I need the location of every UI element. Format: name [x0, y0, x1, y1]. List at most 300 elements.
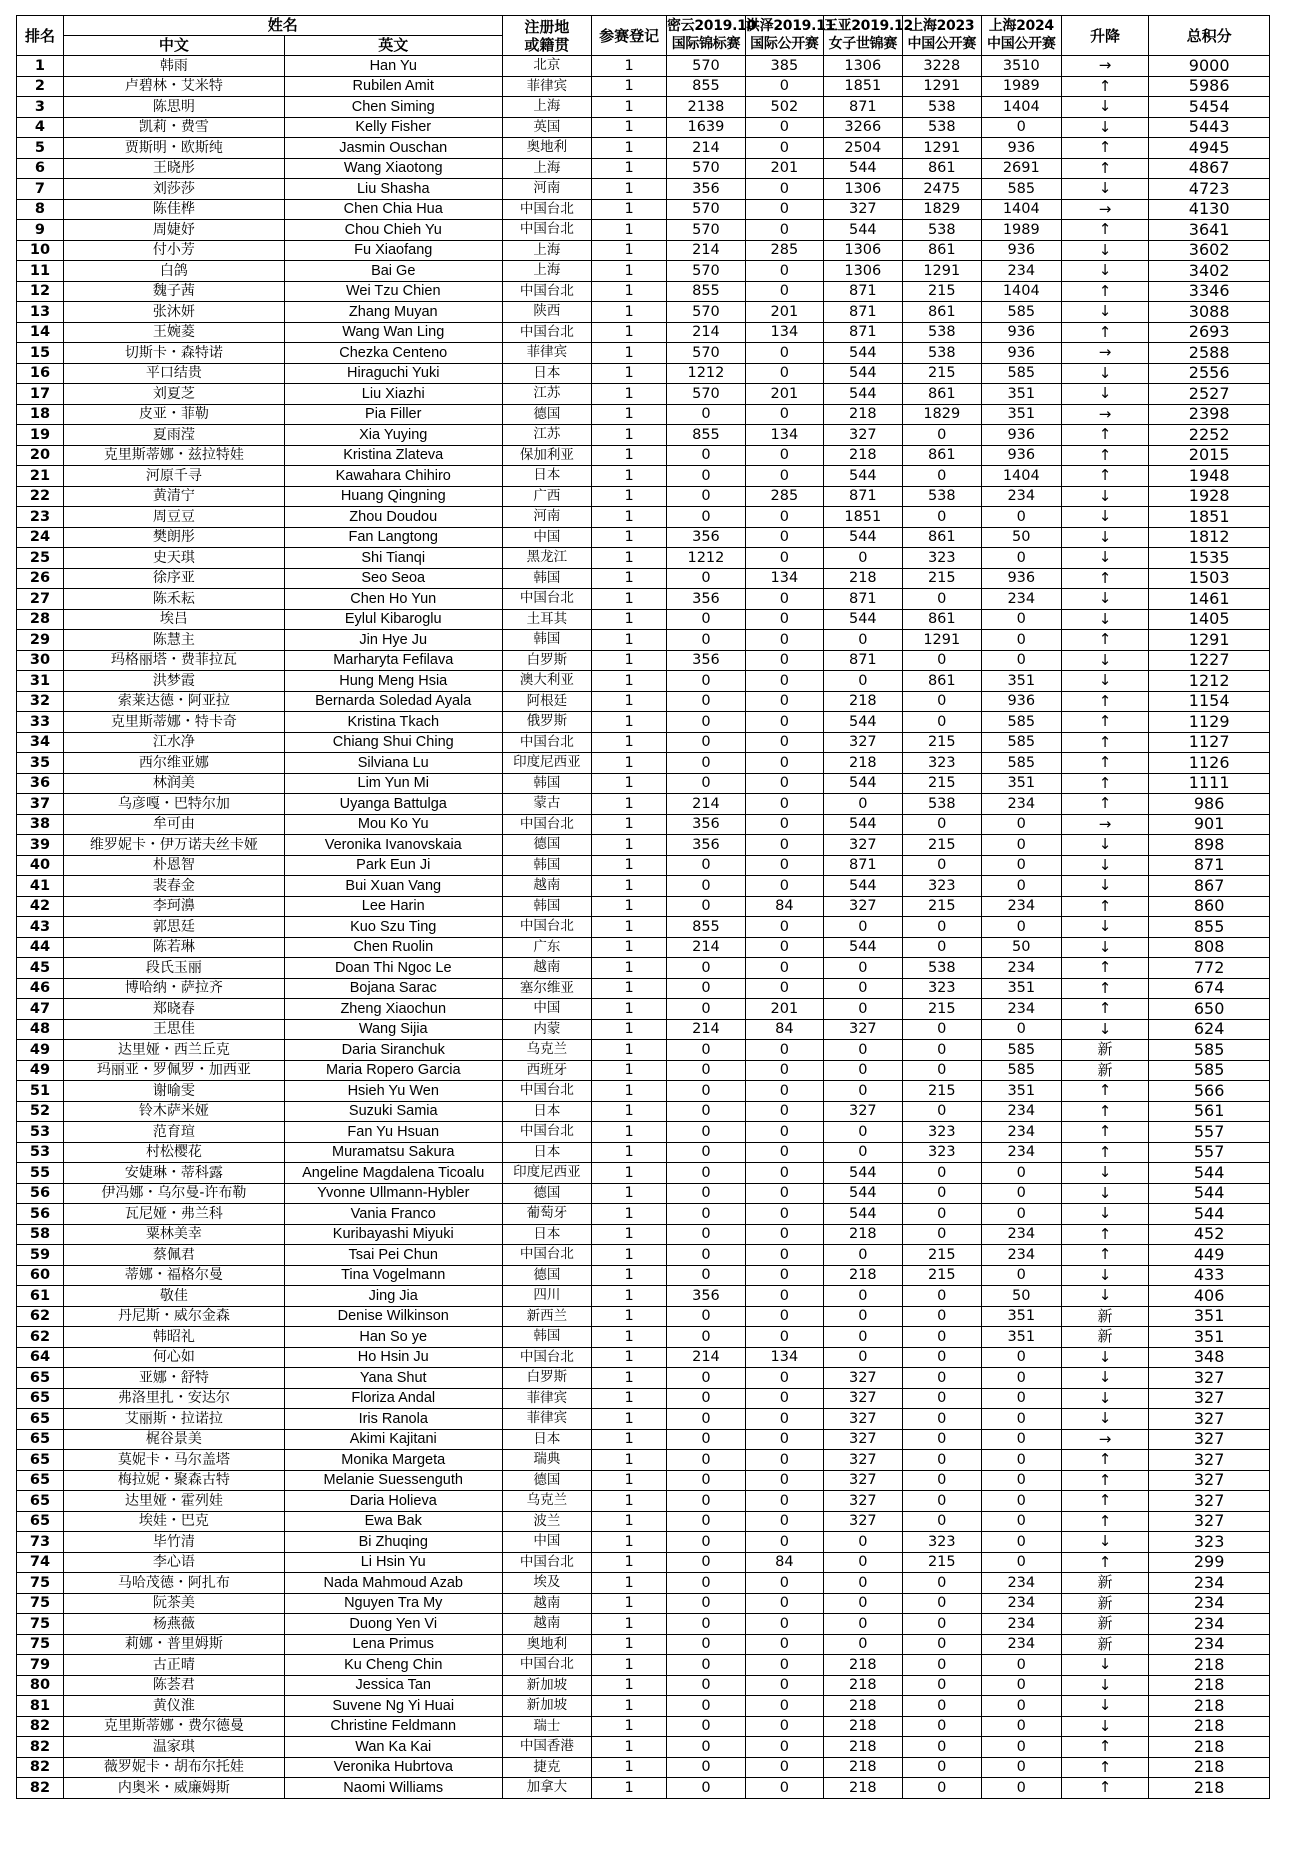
cell-rank: 2 [17, 76, 64, 97]
cell-name-english: Chou Chieh Yu [284, 220, 502, 241]
table-row [17, 732, 1270, 753]
cell-score-hongze: 285 [745, 240, 823, 261]
table-row [17, 1450, 1270, 1471]
cell-score-shanghai-2023: 0 [902, 1593, 981, 1614]
cell-total: 234 [1149, 1634, 1270, 1655]
cell-region: 黑龙江 [502, 548, 592, 569]
cell-trend: ↓ [1061, 1368, 1149, 1389]
table-row [17, 589, 1270, 610]
cell-score-miyun: 0 [666, 1204, 745, 1225]
cell-registration: 1 [592, 896, 667, 917]
cell-total: 327 [1149, 1368, 1270, 1389]
cell-score-hongze: 0 [745, 794, 823, 815]
cell-score-sanya: 218 [823, 1655, 902, 1676]
cell-score-shanghai-2023: 0 [902, 1737, 981, 1758]
cell-total: 218 [1149, 1675, 1270, 1696]
cell-score-hongze: 0 [745, 1757, 823, 1778]
cell-score-sanya: 0 [823, 999, 902, 1020]
cell-score-sanya: 871 [823, 486, 902, 507]
cell-rank: 52 [17, 1101, 64, 1122]
cell-total: 557 [1149, 1142, 1270, 1163]
cell-rank: 55 [17, 1163, 64, 1184]
cell-total: 544 [1149, 1163, 1270, 1184]
cell-score-shanghai-2023: 0 [902, 1306, 981, 1327]
cell-score-sanya: 1306 [823, 261, 902, 282]
cell-score-sanya: 0 [823, 1532, 902, 1553]
cell-trend: ↑ [1061, 794, 1149, 815]
cell-score-shanghai-2024: 0 [981, 1552, 1061, 1573]
cell-score-miyun: 214 [666, 794, 745, 815]
cell-region: 菲律宾 [502, 1409, 592, 1430]
table-row [17, 486, 1270, 507]
cell-total: 585 [1149, 1040, 1270, 1061]
cell-score-miyun: 0 [666, 1634, 745, 1655]
cell-score-shanghai-2023: 215 [902, 363, 981, 384]
cell-trend: ↓ [1061, 384, 1149, 405]
cell-name-chinese: 陈荟君 [63, 1675, 284, 1696]
cell-region: 韩国 [502, 773, 592, 794]
cell-rank: 35 [17, 753, 64, 774]
cell-score-miyun: 0 [666, 691, 745, 712]
cell-registration: 1 [592, 158, 667, 179]
cell-rank: 62 [17, 1306, 64, 1327]
cell-name-chinese: 乌彦嘎・巴特尔加 [63, 794, 284, 815]
cell-score-shanghai-2024: 936 [981, 445, 1061, 466]
cell-registration: 1 [592, 1593, 667, 1614]
cell-score-miyun: 0 [666, 1040, 745, 1061]
cell-score-hongze: 0 [745, 773, 823, 794]
cell-score-hongze: 0 [745, 1429, 823, 1450]
cell-score-miyun: 0 [666, 855, 745, 876]
cell-rank: 32 [17, 691, 64, 712]
cell-score-shanghai-2023: 0 [902, 1573, 981, 1594]
cell-score-miyun: 0 [666, 1060, 745, 1081]
cell-region: 中国台北 [502, 199, 592, 220]
cell-name-chinese: 何心如 [63, 1347, 284, 1368]
cell-name-english: Kuo Szu Ting [284, 917, 502, 938]
cell-region: 捷克 [502, 1757, 592, 1778]
cell-name-chinese: 河原千寻 [63, 466, 284, 487]
cell-total: 867 [1149, 876, 1270, 897]
cell-region: 日本 [502, 466, 592, 487]
cell-score-shanghai-2024: 0 [981, 835, 1061, 856]
cell-total: 351 [1149, 1306, 1270, 1327]
cell-total: 1461 [1149, 589, 1270, 610]
cell-score-miyun: 0 [666, 404, 745, 425]
cell-trend: ↑ [1061, 425, 1149, 446]
cell-rank: 59 [17, 1245, 64, 1266]
cell-score-miyun: 214 [666, 138, 745, 159]
cell-score-shanghai-2024: 3510 [981, 56, 1061, 77]
cell-registration: 1 [592, 958, 667, 979]
cell-score-miyun: 0 [666, 1142, 745, 1163]
cell-region: 内蒙 [502, 1019, 592, 1040]
cell-region: 中国台北 [502, 1655, 592, 1676]
cell-name-chinese: 埃娃・巴克 [63, 1511, 284, 1532]
cell-score-sanya: 0 [823, 1081, 902, 1102]
cell-score-sanya: 0 [823, 958, 902, 979]
cell-score-shanghai-2023: 0 [902, 1655, 981, 1676]
cell-region: 江苏 [502, 425, 592, 446]
cell-score-hongze: 0 [745, 343, 823, 364]
cell-name-english: Monika Margeta [284, 1450, 502, 1471]
cell-total: 234 [1149, 1593, 1270, 1614]
cell-score-sanya: 1851 [823, 507, 902, 528]
cell-total: 327 [1149, 1470, 1270, 1491]
cell-score-sanya: 327 [823, 425, 902, 446]
cell-score-shanghai-2023: 0 [902, 937, 981, 958]
cell-region: 中国 [502, 527, 592, 548]
cell-score-hongze: 0 [745, 117, 823, 138]
cell-name-chinese: 亚娜・舒特 [63, 1368, 284, 1389]
cell-score-shanghai-2023: 538 [902, 97, 981, 118]
cell-score-hongze: 0 [745, 1614, 823, 1635]
cell-name-chinese: 达里娅・霍列娃 [63, 1491, 284, 1512]
cell-registration: 1 [592, 1327, 667, 1348]
cell-score-shanghai-2024: 585 [981, 753, 1061, 774]
cell-name-chinese: 内奥米・威廉姆斯 [63, 1778, 284, 1799]
cell-score-miyun: 2138 [666, 97, 745, 118]
cell-name-chinese: 克里斯蒂娜・费尔德曼 [63, 1716, 284, 1737]
cell-name-english: Yvonne Ullmann-Hybler [284, 1183, 502, 1204]
cell-total: 3641 [1149, 220, 1270, 241]
cell-name-chinese: 埃吕 [63, 609, 284, 630]
cell-score-hongze: 0 [745, 1716, 823, 1737]
cell-name-chinese: 蔡佩君 [63, 1245, 284, 1266]
cell-total: 855 [1149, 917, 1270, 938]
cell-registration: 1 [592, 1368, 667, 1389]
cell-score-shanghai-2023: 2475 [902, 179, 981, 200]
cell-registration: 1 [592, 794, 667, 815]
cell-name-chinese: 魏子茜 [63, 281, 284, 302]
cell-score-miyun: 570 [666, 56, 745, 77]
cell-score-sanya: 0 [823, 1347, 902, 1368]
cell-score-miyun: 570 [666, 220, 745, 241]
cell-registration: 1 [592, 917, 667, 938]
cell-trend: → [1061, 343, 1149, 364]
cell-trend: ↑ [1061, 732, 1149, 753]
cell-score-hongze: 0 [745, 855, 823, 876]
cell-score-shanghai-2024: 585 [981, 732, 1061, 753]
cell-trend: ↓ [1061, 1716, 1149, 1737]
cell-score-sanya: 544 [823, 466, 902, 487]
cell-name-chinese: 陈禾耘 [63, 589, 284, 610]
cell-score-miyun: 0 [666, 958, 745, 979]
table-row [17, 363, 1270, 384]
cell-trend: ↑ [1061, 1224, 1149, 1245]
cell-name-english: Lena Primus [284, 1634, 502, 1655]
cell-score-miyun: 0 [666, 1532, 745, 1553]
cell-score-sanya: 544 [823, 220, 902, 241]
cell-score-miyun: 0 [666, 1122, 745, 1143]
cell-score-shanghai-2024: 0 [981, 1737, 1061, 1758]
cell-name-chinese: 周豆豆 [63, 507, 284, 528]
cell-score-miyun: 0 [666, 609, 745, 630]
cell-name-chinese: 夏雨滢 [63, 425, 284, 446]
cell-name-english: Kristina Tkach [284, 712, 502, 733]
cell-score-hongze: 0 [745, 1511, 823, 1532]
cell-region: 阿根廷 [502, 691, 592, 712]
cell-name-english: Silviana Lu [284, 753, 502, 774]
cell-score-sanya: 327 [823, 1409, 902, 1430]
cell-name-chinese: 周婕妤 [63, 220, 284, 241]
cell-score-shanghai-2024: 0 [981, 1778, 1061, 1799]
cell-score-shanghai-2024: 234 [981, 896, 1061, 917]
cell-total: 9000 [1149, 56, 1270, 77]
cell-rank: 82 [17, 1716, 64, 1737]
cell-registration: 1 [592, 1224, 667, 1245]
cell-score-shanghai-2023: 538 [902, 958, 981, 979]
cell-score-shanghai-2024: 351 [981, 1327, 1061, 1348]
cell-score-shanghai-2024: 234 [981, 1245, 1061, 1266]
cell-region: 塞尔维亚 [502, 978, 592, 999]
cell-score-sanya: 0 [823, 1286, 902, 1307]
header-name-english: 英文 [284, 36, 502, 56]
cell-rank: 65 [17, 1388, 64, 1409]
cell-total: 4945 [1149, 138, 1270, 159]
cell-score-shanghai-2023: 0 [902, 917, 981, 938]
cell-name-english: Suzuki Samia [284, 1101, 502, 1122]
table-row [17, 1060, 1270, 1081]
cell-score-sanya: 1306 [823, 240, 902, 261]
table-row [17, 978, 1270, 999]
table-row [17, 281, 1270, 302]
cell-name-english: Park Eun Ji [284, 855, 502, 876]
cell-score-miyun: 214 [666, 1347, 745, 1368]
cell-score-hongze: 0 [745, 650, 823, 671]
cell-score-hongze: 0 [745, 1778, 823, 1799]
cell-name-english: Wan Ka Kai [284, 1737, 502, 1758]
cell-score-shanghai-2024: 0 [981, 1511, 1061, 1532]
cell-trend: ↓ [1061, 855, 1149, 876]
cell-total: 452 [1149, 1224, 1270, 1245]
cell-score-shanghai-2024: 50 [981, 1286, 1061, 1307]
cell-total: 585 [1149, 1060, 1270, 1081]
cell-score-shanghai-2024: 0 [981, 609, 1061, 630]
cell-score-hongze: 0 [745, 76, 823, 97]
cell-trend: → [1061, 404, 1149, 425]
cell-score-miyun: 0 [666, 568, 745, 589]
cell-score-miyun: 1212 [666, 548, 745, 569]
table-row [17, 609, 1270, 630]
cell-score-miyun: 0 [666, 1224, 745, 1245]
cell-rank: 37 [17, 794, 64, 815]
cell-region: 上海 [502, 261, 592, 282]
cell-score-sanya: 218 [823, 404, 902, 425]
cell-rank: 75 [17, 1634, 64, 1655]
cell-score-shanghai-2024: 234 [981, 1593, 1061, 1614]
table-row [17, 650, 1270, 671]
cell-score-sanya: 871 [823, 302, 902, 323]
cell-rank: 24 [17, 527, 64, 548]
cell-score-shanghai-2024: 0 [981, 1716, 1061, 1737]
cell-trend: ↓ [1061, 548, 1149, 569]
cell-region: 西班牙 [502, 1060, 592, 1081]
cell-name-english: Rubilen Amit [284, 76, 502, 97]
cell-score-shanghai-2023: 0 [902, 1675, 981, 1696]
cell-trend: ↓ [1061, 1655, 1149, 1676]
cell-trend: ↑ [1061, 76, 1149, 97]
cell-score-sanya: 327 [823, 1511, 902, 1532]
cell-trend: ↑ [1061, 978, 1149, 999]
cell-registration: 1 [592, 1552, 667, 1573]
cell-total: 2252 [1149, 425, 1270, 446]
cell-rank: 17 [17, 384, 64, 405]
cell-total: 1928 [1149, 486, 1270, 507]
cell-trend: ↑ [1061, 1081, 1149, 1102]
cell-trend: ↑ [1061, 1757, 1149, 1778]
cell-score-shanghai-2024: 585 [981, 363, 1061, 384]
cell-score-miyun: 0 [666, 753, 745, 774]
cell-score-hongze: 0 [745, 1142, 823, 1163]
cell-score-shanghai-2024: 585 [981, 179, 1061, 200]
cell-name-english: Kawahara Chihiro [284, 466, 502, 487]
cell-registration: 1 [592, 835, 667, 856]
cell-name-english: Fan Yu Hsuan [284, 1122, 502, 1143]
cell-score-sanya: 0 [823, 794, 902, 815]
cell-score-shanghai-2024: 0 [981, 1675, 1061, 1696]
cell-score-sanya: 327 [823, 199, 902, 220]
cell-trend: ↓ [1061, 1409, 1149, 1430]
cell-name-english: Daria Holieva [284, 1491, 502, 1512]
cell-name-chinese: 陈若琳 [63, 937, 284, 958]
cell-score-sanya: 327 [823, 1450, 902, 1471]
cell-registration: 1 [592, 1757, 667, 1778]
cell-score-sanya: 327 [823, 835, 902, 856]
cell-score-shanghai-2023: 0 [902, 425, 981, 446]
cell-rank: 31 [17, 671, 64, 692]
cell-rank: 73 [17, 1532, 64, 1553]
header-event-shanghai-2023: 上海2023 中国公开赛 [902, 16, 981, 56]
cell-trend: ↑ [1061, 1101, 1149, 1122]
cell-score-shanghai-2024: 351 [981, 978, 1061, 999]
cell-rank: 75 [17, 1593, 64, 1614]
cell-registration: 1 [592, 404, 667, 425]
cell-trend: ↑ [1061, 999, 1149, 1020]
cell-score-sanya: 871 [823, 589, 902, 610]
cell-total: 1291 [1149, 630, 1270, 651]
cell-score-sanya: 0 [823, 630, 902, 651]
table-row [17, 1552, 1270, 1573]
cell-total: 1851 [1149, 507, 1270, 528]
cell-trend: ↑ [1061, 220, 1149, 241]
cell-score-sanya: 218 [823, 1675, 902, 1696]
cell-name-english: Chen Ruolin [284, 937, 502, 958]
cell-registration: 1 [592, 1716, 667, 1737]
cell-trend: ↓ [1061, 650, 1149, 671]
cell-score-sanya: 327 [823, 1491, 902, 1512]
cell-rank: 65 [17, 1429, 64, 1450]
cell-score-sanya: 1306 [823, 179, 902, 200]
cell-trend: ↓ [1061, 117, 1149, 138]
cell-registration: 1 [592, 548, 667, 569]
cell-rank: 29 [17, 630, 64, 651]
table-row [17, 1306, 1270, 1327]
cell-score-hongze: 0 [745, 814, 823, 835]
table-header [17, 16, 1270, 56]
cell-region: 英国 [502, 117, 592, 138]
cell-score-hongze: 134 [745, 568, 823, 589]
cell-total: 2015 [1149, 445, 1270, 466]
cell-registration: 1 [592, 1634, 667, 1655]
table-row [17, 1614, 1270, 1635]
cell-name-chinese: 江水净 [63, 732, 284, 753]
cell-score-miyun: 1639 [666, 117, 745, 138]
cell-rank: 40 [17, 855, 64, 876]
table-row [17, 1470, 1270, 1491]
cell-score-miyun: 0 [666, 1183, 745, 1204]
cell-score-shanghai-2024: 351 [981, 671, 1061, 692]
cell-trend: → [1061, 56, 1149, 77]
cell-rank: 80 [17, 1675, 64, 1696]
cell-total: 327 [1149, 1491, 1270, 1512]
cell-score-miyun: 0 [666, 1696, 745, 1717]
cell-score-shanghai-2023: 215 [902, 1552, 981, 1573]
cell-rank: 53 [17, 1142, 64, 1163]
cell-score-sanya: 1851 [823, 76, 902, 97]
cell-total: 234 [1149, 1573, 1270, 1594]
cell-score-miyun: 0 [666, 466, 745, 487]
cell-name-chinese: 村松樱花 [63, 1142, 284, 1163]
cell-score-miyun: 570 [666, 199, 745, 220]
cell-rank: 18 [17, 404, 64, 425]
cell-score-shanghai-2023: 0 [902, 1450, 981, 1471]
cell-name-chinese: 王思佳 [63, 1019, 284, 1040]
table-row [17, 445, 1270, 466]
cell-score-sanya: 218 [823, 445, 902, 466]
cell-name-english: Uyanga Battulga [284, 794, 502, 815]
cell-score-shanghai-2024: 0 [981, 1163, 1061, 1184]
cell-name-english: Tina Vogelmann [284, 1265, 502, 1286]
cell-score-hongze: 0 [745, 507, 823, 528]
cell-score-sanya: 327 [823, 732, 902, 753]
cell-score-miyun: 214 [666, 322, 745, 343]
cell-name-chinese: 克里斯蒂娜・特卡奇 [63, 712, 284, 733]
cell-name-english: Doan Thi Ngoc Le [284, 958, 502, 979]
cell-region: 中国香港 [502, 1737, 592, 1758]
cell-registration: 1 [592, 671, 667, 692]
table-row [17, 835, 1270, 856]
cell-score-shanghai-2024: 234 [981, 1573, 1061, 1594]
cell-score-shanghai-2024: 585 [981, 1060, 1061, 1081]
cell-trend: 新 [1061, 1634, 1149, 1655]
cell-region: 韩国 [502, 1327, 592, 1348]
cell-name-english: Hsieh Yu Wen [284, 1081, 502, 1102]
cell-trend: ↓ [1061, 1388, 1149, 1409]
cell-total: 624 [1149, 1019, 1270, 1040]
cell-score-shanghai-2023: 0 [902, 1716, 981, 1737]
cell-score-shanghai-2023: 215 [902, 281, 981, 302]
cell-trend: ↓ [1061, 302, 1149, 323]
cell-score-sanya: 327 [823, 1368, 902, 1389]
cell-score-hongze: 0 [745, 958, 823, 979]
table-row [17, 425, 1270, 446]
cell-score-shanghai-2024: 936 [981, 138, 1061, 159]
cell-registration: 1 [592, 343, 667, 364]
cell-trend: ↓ [1061, 671, 1149, 692]
cell-region: 菲律宾 [502, 343, 592, 364]
cell-rank: 22 [17, 486, 64, 507]
cell-region: 广西 [502, 486, 592, 507]
cell-rank: 12 [17, 281, 64, 302]
cell-rank: 64 [17, 1347, 64, 1368]
cell-name-english: Naomi Williams [284, 1778, 502, 1799]
cell-score-miyun: 0 [666, 1368, 745, 1389]
cell-score-shanghai-2023: 1829 [902, 404, 981, 425]
cell-score-hongze: 0 [745, 1491, 823, 1512]
cell-score-shanghai-2024: 234 [981, 1101, 1061, 1122]
cell-name-english: Kristina Zlateva [284, 445, 502, 466]
